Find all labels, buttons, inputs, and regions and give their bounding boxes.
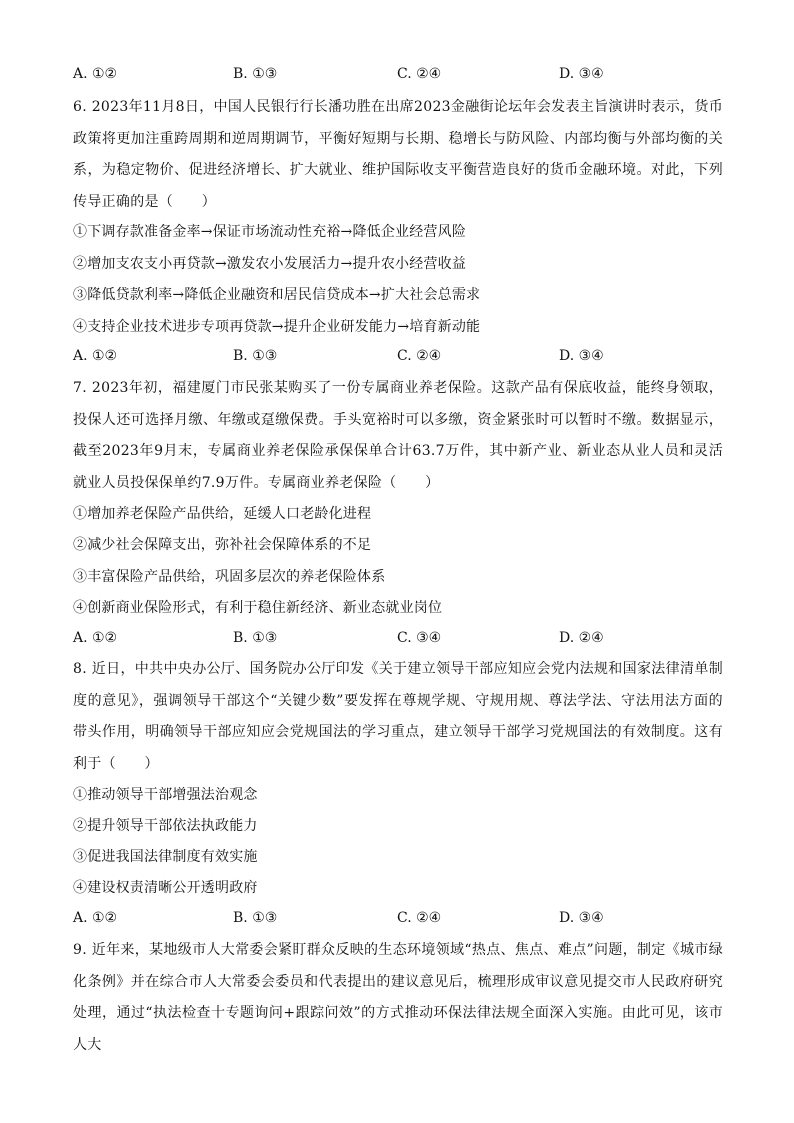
option-b: B. ①③ [233,348,278,364]
question-8-item-1: ①推动领导干部增强法治观念 [73,787,258,803]
option-b: B. ①③ [233,630,278,646]
question-6-item-4: ④支持企业技术进步专项再贷款→提升企业研发能力→培育新动能 [73,319,481,335]
question-7-item-2: ②减少社会保障支出，弥补社会保障体系的不足 [73,537,372,553]
question-8-item-4: ④建设权责清晰公开透明政府 [73,880,258,896]
question-7-item-1: ①增加养老保险产品供给，延缓人口老龄化进程 [73,506,372,522]
option-c: C. ③④ [397,630,442,646]
question-6-item-1: ①下调存款准备金率→保证市场流动性充裕→降低企业经营风险 [73,224,467,240]
option-d: D. ③④ [559,66,604,82]
option-a: A. ①② [73,910,118,926]
question-8-stem: 8. 近日，中共中央办公厅、国务院办公厅印发《关于建立领导干部应知应会党内法规和国家法律清单制度的意见》，强调领导干部这个“关键少数”要发挥在尊规学规、守规用规、尊法学法、守法用法方面的带头作用，明确领导干部应知应会党规国法的学习重点，建立领导干部学习党规国法的有效制度。这有利于（ ） [73,661,723,772]
option-a: A. ①② [73,630,118,646]
option-c: C. ②④ [397,66,442,82]
option-a: A. ①② [73,66,118,82]
question-7-item-3: ③丰富保险产品供给，巩固多层次的养老保险体系 [73,569,386,585]
option-d: D. ③④ [559,910,604,926]
question-6-item-2: ②增加支农支小再贷款→激发农小发展活力→提升农小经营收益 [73,256,467,272]
question-8-options [73,910,723,930]
question-7-stem: 7. 2023年初，福建厦门市民张某购买了一份专属商业养老保险。这款产品有保底收益，能终身领取，投保人还可选择月缴、年缴或趸缴保费。手头宽裕时可以多缴，资金紧张时可以暂时不缴。数据显示，截至2023年9月末，专属商业养老保险承保保单合计63.7万件，其中新产业、新业态从业人员和灵活就业人员投保保单约7.9万件。专属商业养老保险（ ） [73,380,723,491]
question-9-stem: 9. 近年来，某地级市人大常委会紧盯群众反映的生态环境领域“热点、焦点、难点”问题，制定《城市绿化条例》并在综合市人大常委会委员和代表提出的建议意见后，梳理形成审议意见提交市人民政府研究处理，通过“执法检查十专题询问+跟踪问效”的方式推动环保法律法规全面深入实施。由此可见，该市人大 [73,942,723,1053]
option-c: C. ②④ [397,348,442,364]
question-6-stem: 6. 2023年11月8日，中国人民银行行长潘功胜在出席2023金融街论坛年会发表主旨演讲时表示，货币政策将更加注重跨周期和逆周期调节，平衡好短期与长期、稳增长与防风险、内部均衡与外部均衡的关系，为稳定物价、促进经济增长、扩大就业、维护国际收支平衡营造良好的货币金融环境。对此，下列传导正确的是（ ） [73,99,723,210]
option-d: D. ②④ [559,630,604,646]
question-8-item-3: ③促进我国法律制度有效实施 [73,849,258,865]
question-6-options [73,348,723,368]
question-7-item-4: ④创新商业保险形式，有利于稳住新经济、新业态就业岗位 [73,600,443,616]
option-b: B. ①③ [233,66,278,82]
option-d: D. ③④ [559,348,604,364]
option-b: B. ①③ [233,910,278,926]
option-a: A. ①② [73,348,118,364]
question-6-item-3: ③降低贷款利率→降低企业融资和居民信贷成本→扩大社会总需求 [73,287,481,303]
prev-question-options [73,66,723,86]
question-8-item-2: ②提升领导干部依法执政能力 [73,818,258,834]
option-c: C. ②④ [397,910,442,926]
question-7-options [73,630,723,650]
